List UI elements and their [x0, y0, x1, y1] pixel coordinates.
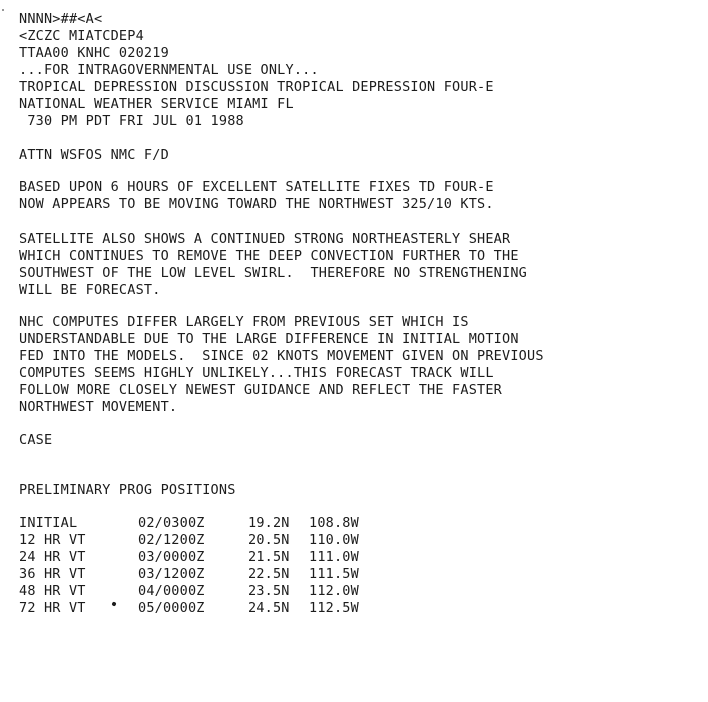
- ink-dot-mark: [111, 601, 116, 606]
- prog-positions-table: [19, 515, 359, 617]
- para2-line-3: SOUTHWEST OF THE LOW LEVEL SWIRL. THEREFORE NO STRENGTHENING: [19, 265, 527, 281]
- position-latitude: 19.2N: [248, 515, 290, 531]
- position-label: 24 HR VT: [19, 549, 86, 565]
- position-time: 02/1200Z: [138, 532, 205, 548]
- position-latitude: 23.5N: [248, 583, 290, 599]
- header-line-4: ...FOR INTRAGOVERNMENTAL USE ONLY...: [19, 62, 319, 78]
- para3-line-4: COMPUTES SEEMS HIGHLY UNLIKELY...THIS FORECAST TRACK WILL: [19, 365, 494, 381]
- attn-line: ATTN WSFOS NMC F/D: [19, 147, 169, 163]
- header-line-1: NNNN>##<A<: [19, 11, 103, 27]
- position-label: 12 HR VT: [19, 532, 86, 548]
- position-longitude: 111.0W: [309, 549, 359, 565]
- table-row: [19, 600, 359, 617]
- signature: CASE: [19, 432, 53, 448]
- para3-line-5: FOLLOW MORE CLOSELY NEWEST GUIDANCE AND REFLECT THE FASTER: [19, 382, 503, 398]
- position-label: 36 HR VT: [19, 566, 86, 582]
- position-longitude: 112.0W: [309, 583, 359, 599]
- para2-line-1: SATELLITE ALSO SHOWS A CONTINUED STRONG NORTHEASTERLY SHEAR: [19, 231, 511, 247]
- position-latitude: 21.5N: [248, 549, 290, 565]
- position-latitude: 22.5N: [248, 566, 290, 582]
- para2-line-4: WILL BE FORECAST.: [19, 282, 161, 298]
- para3-line-1: NHC COMPUTES DIFFER LARGELY FROM PREVIOUS SET WHICH IS: [19, 314, 469, 330]
- header-line-6: NATIONAL WEATHER SERVICE MIAMI FL: [19, 96, 294, 112]
- position-latitude: 24.5N: [248, 600, 290, 616]
- paper-speck: [2, 9, 4, 11]
- table-row: [19, 532, 359, 549]
- para1-line-2: NOW APPEARS TO BE MOVING TOWARD THE NORTHWEST 325/10 KTS.: [19, 196, 494, 212]
- position-longitude: 108.8W: [309, 515, 359, 531]
- para3-line-2: UNDERSTANDABLE DUE TO THE LARGE DIFFERENCE IN INITIAL MOTION: [19, 331, 519, 347]
- header-line-3: TTAA00 KNHC 020219: [19, 45, 169, 61]
- position-time: 03/1200Z: [138, 566, 205, 582]
- para2-line-2: WHICH CONTINUES TO REMOVE THE DEEP CONVECTION FURTHER TO THE: [19, 248, 519, 264]
- position-time: 05/0000Z: [138, 600, 205, 616]
- table-row: [19, 583, 359, 600]
- prog-positions-title: PRELIMINARY PROG POSITIONS: [19, 482, 236, 498]
- para3-line-6: NORTHWEST MOVEMENT.: [19, 399, 178, 415]
- table-row: [19, 566, 359, 583]
- position-longitude: 112.5W: [309, 600, 359, 616]
- position-time: 02/0300Z: [138, 515, 205, 531]
- position-longitude: 111.5W: [309, 566, 359, 582]
- position-label: INITIAL: [19, 515, 78, 531]
- position-label: 48 HR VT: [19, 583, 86, 599]
- header-line-7: 730 PM PDT FRI JUL 01 1988: [19, 113, 244, 129]
- position-time: 04/0000Z: [138, 583, 205, 599]
- header-line-5: TROPICAL DEPRESSION DISCUSSION TROPICAL DEPRESSION FOUR-E: [19, 79, 494, 95]
- header-line-2: <ZCZC MIATCDEP4: [19, 28, 144, 44]
- position-time: 03/0000Z: [138, 549, 205, 565]
- para1-line-1: BASED UPON 6 HOURS OF EXCELLENT SATELLITE FIXES TD FOUR-E: [19, 179, 494, 195]
- position-latitude: 20.5N: [248, 532, 290, 548]
- para3-line-3: FED INTO THE MODELS. SINCE 02 KNOTS MOVEMENT GIVEN ON PREVIOUS: [19, 348, 544, 364]
- table-row: [19, 515, 359, 532]
- table-row: [19, 549, 359, 566]
- position-label: 72 HR VT: [19, 600, 86, 616]
- position-longitude: 110.0W: [309, 532, 359, 548]
